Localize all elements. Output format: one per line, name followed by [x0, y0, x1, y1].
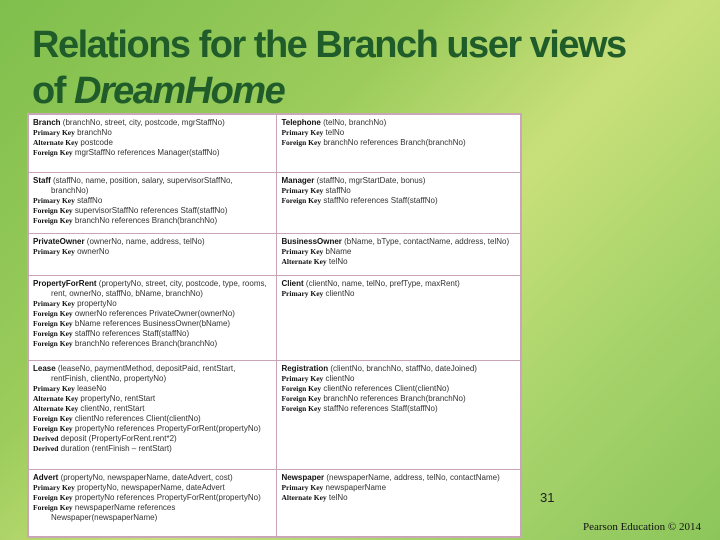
relation-key-line	[33, 216, 272, 226]
relation-detail-text: newspaperName	[323, 482, 387, 492]
relation-detail-text: Newspaper(newspaperName)	[51, 512, 158, 522]
relation-key-line	[281, 394, 516, 404]
relation-detail-text: rent, ownerNo, staffNo, bName, branchNo)	[51, 289, 203, 299]
key-type-label: Primary Key	[33, 299, 75, 309]
key-type-label: Primary Key	[33, 482, 75, 492]
key-type-label: Primary Key	[281, 289, 324, 299]
relation-detail-text: propertyNo, rentStart	[78, 394, 156, 404]
relation-schema-line	[281, 118, 516, 128]
relation-key-line	[33, 339, 272, 349]
key-type-label: Foreign Key	[281, 196, 322, 206]
relation-key-line	[33, 128, 272, 138]
relation-schema-line	[33, 118, 272, 128]
key-type-label: Foreign Key	[33, 148, 73, 157]
key-type-label: Primary Key	[281, 482, 324, 492]
key-type-label: Alternate Key	[33, 394, 79, 404]
relations-table	[27, 113, 522, 538]
key-type-label: Foreign Key	[33, 339, 73, 349]
relation-key-line	[281, 138, 516, 148]
relation-row	[29, 276, 521, 361]
relation-schema-line	[33, 279, 272, 289]
relation-detail-text: clientNo references Client(clientNo)	[72, 414, 201, 424]
key-type-label: Primary Key	[281, 128, 324, 137]
relation-key-line	[281, 257, 516, 267]
relation-key-line	[33, 513, 272, 523]
key-type-label: Alternate Key	[281, 256, 327, 266]
relation-cell-right	[277, 115, 521, 173]
relation-detail-text: (staffNo, mgrStartDate, bonus)	[314, 176, 426, 186]
relation-row	[29, 469, 521, 536]
key-type-label: Derived	[33, 444, 59, 454]
relation-schema-line	[281, 364, 516, 374]
relation-name: PropertyForRent	[33, 279, 97, 289]
relation-key-line	[281, 247, 516, 257]
key-type-label: Foreign Key	[33, 216, 73, 226]
relation-key-line	[33, 247, 272, 257]
key-type-label: Foreign Key	[33, 492, 73, 502]
relation-detail-text: supervisorStaffNo references Staff(staffNo)	[72, 206, 228, 216]
page-number: 31	[540, 490, 555, 505]
relation-detail-text: deposit (PropertyForRent.rent*2)	[58, 434, 177, 444]
relation-detail-text: (propertyNo, street, city, postcode, type, rooms,	[96, 279, 267, 289]
relation-detail-text: clientNo	[323, 374, 355, 384]
relation-name: Telephone	[281, 118, 321, 127]
relation-detail-text: staffNo	[323, 186, 351, 196]
relation-cell-left	[29, 361, 277, 469]
relation-schema-line	[33, 237, 272, 247]
relation-key-line	[33, 483, 272, 493]
relation-schema-line	[281, 279, 516, 289]
relation-detail-text: (telNo, branchNo)	[320, 118, 387, 127]
relation-detail-text: mgrStaffNo references Manager(staffNo)	[72, 148, 220, 157]
relation-key-line	[33, 138, 272, 148]
relation-name: Staff	[33, 176, 51, 186]
relation-key-line	[281, 186, 516, 196]
relation-detail-text: staffNo references Staff(staffNo)	[321, 404, 438, 414]
relation-key-line	[33, 493, 272, 503]
relation-key-line	[33, 394, 272, 404]
relation-detail-text: newspaperName references	[72, 502, 176, 512]
relation-key-line	[33, 299, 272, 309]
relation-key-line	[281, 483, 516, 493]
relation-key-line	[281, 374, 516, 384]
title-line-2	[32, 68, 702, 114]
key-type-label: Foreign Key	[281, 384, 322, 394]
relation-cell-right	[277, 233, 521, 276]
relation-key-line	[33, 503, 272, 513]
relation-name: BusinessOwner	[281, 236, 342, 246]
relation-key-line	[33, 404, 272, 414]
relation-detail-text: (branchNo, street, city, postcode, mgrStaffNo)	[60, 118, 225, 127]
relation-detail-text: (clientNo, branchNo, staffNo, dateJoined)	[328, 364, 477, 374]
relation-cell-left	[29, 276, 277, 361]
relation-detail-text: clientNo, rentStart	[78, 404, 145, 414]
key-type-label: Foreign Key	[33, 319, 73, 329]
relation-detail-text: branchNo)	[51, 186, 89, 196]
relation-detail-text: rentFinish, clientNo, propertyNo)	[51, 374, 167, 384]
slide-title	[32, 22, 702, 114]
relation-key-line	[33, 289, 272, 299]
relation-schema-line	[281, 237, 516, 247]
relation-key-line	[33, 186, 272, 196]
relation-name: Registration	[281, 364, 329, 374]
relation-detail-text: telNo	[323, 128, 345, 137]
relation-key-line	[33, 414, 272, 424]
key-type-label: Foreign Key	[281, 138, 322, 147]
key-type-label: Primary Key	[281, 374, 324, 384]
relations-grid	[28, 114, 521, 537]
key-type-label: Foreign Key	[281, 404, 322, 414]
relation-detail-text: propertyNo references PropertyForRent(propertyNo)	[72, 424, 261, 434]
relation-key-line	[33, 329, 272, 339]
relation-detail-text: staffNo references Staff(staffNo)	[72, 329, 190, 339]
relation-detail-text: clientNo	[323, 289, 355, 299]
relation-detail-text: staffNo references Staff(staffNo)	[321, 196, 438, 206]
title-line-1: Relations for the Branch user views	[32, 24, 626, 66]
relation-key-line	[33, 424, 272, 434]
relation-schema-line	[281, 473, 516, 483]
key-type-label: Alternate Key	[281, 492, 327, 502]
relation-schema-line	[33, 176, 272, 186]
relation-key-line	[281, 289, 516, 299]
relation-detail-text: telNo	[326, 492, 348, 502]
relation-key-line	[281, 404, 516, 414]
relation-name: Newspaper	[281, 472, 325, 482]
key-type-label: Primary Key	[33, 196, 75, 206]
relation-detail-text: (propertyNo, newspaperName, dateAdvert, cost)	[58, 472, 233, 482]
relation-name: Manager	[281, 176, 315, 186]
key-type-label: Primary Key	[281, 186, 324, 196]
relation-detail-text: propertyNo, newspaperName, dateAdvert	[74, 482, 225, 492]
relation-schema-line	[281, 176, 516, 186]
key-type-label: Alternate Key	[33, 138, 79, 147]
relation-cell-right	[277, 173, 521, 233]
relation-row	[29, 173, 521, 233]
relation-detail-text: branchNo references Branch(branchNo)	[321, 138, 466, 147]
relation-detail-text: propertyNo references PropertyForRent(propertyNo)	[72, 492, 261, 502]
relation-detail-text: propertyNo	[74, 299, 117, 309]
key-type-label: Primary Key	[281, 246, 324, 256]
relation-cell-left	[29, 173, 277, 233]
relation-detail-text: (newspaperName, address, telNo, contactName)	[324, 472, 500, 482]
relation-row	[29, 361, 521, 469]
key-type-label: Primary Key	[33, 128, 75, 137]
relation-row	[29, 233, 521, 276]
key-type-label: Foreign Key	[281, 394, 322, 404]
relation-detail-text: (leaseNo, paymentMethod, depositPaid, rentStart,	[55, 364, 236, 374]
relation-detail-text: duration (rentFinish – rentStart)	[58, 444, 172, 454]
relation-name: Advert	[33, 472, 59, 482]
relation-cell-right	[277, 361, 521, 469]
relation-key-line	[33, 444, 272, 454]
relation-detail-text: (clientNo, name, telNo, prefType, maxRent)	[303, 279, 460, 289]
relation-schema-line	[33, 473, 272, 483]
key-type-label: Derived	[33, 434, 59, 444]
relation-schema-line	[33, 364, 272, 374]
relation-detail-text: staffNo	[74, 196, 103, 206]
relation-key-line	[33, 206, 272, 216]
key-type-label: Foreign Key	[33, 414, 73, 424]
relation-key-line	[33, 374, 272, 384]
relation-detail-text: ownerNo	[74, 246, 110, 256]
relation-key-line	[281, 196, 516, 206]
title-line-2-prefix: of	[32, 70, 74, 112]
relation-key-line	[33, 309, 272, 319]
relation-key-line	[33, 319, 272, 329]
key-type-label: Foreign Key	[33, 309, 73, 319]
relation-key-line	[33, 148, 272, 158]
relation-key-line	[33, 434, 272, 444]
relation-cell-left	[29, 233, 277, 276]
relation-cell-right	[277, 469, 521, 536]
relation-detail-text: bName	[323, 246, 352, 256]
relation-key-line	[33, 384, 272, 394]
relation-name: Client	[281, 279, 304, 289]
copyright-notice: Pearson Education © 2014	[583, 521, 702, 533]
relation-cell-right	[277, 276, 521, 361]
relations-body	[29, 115, 521, 537]
relation-detail-text: ownerNo references PrivateOwner(ownerNo)	[72, 309, 235, 319]
key-type-label: Alternate Key	[33, 404, 79, 414]
title-product-name: DreamHome	[73, 70, 285, 112]
relation-key-line	[281, 384, 516, 394]
key-type-label: Foreign Key	[33, 424, 73, 434]
relation-detail-text: telNo	[326, 256, 348, 266]
relation-row	[29, 115, 521, 173]
relation-detail-text: clientNo references Client(clientNo)	[321, 384, 450, 394]
key-type-label: Foreign Key	[33, 329, 73, 339]
key-type-label: Primary Key	[33, 384, 75, 394]
relation-key-line	[281, 128, 516, 138]
relation-detail-text: (ownerNo, name, address, telNo)	[84, 236, 205, 246]
relation-cell-left	[29, 115, 277, 173]
relation-name: Branch	[33, 118, 61, 127]
relation-key-line	[33, 196, 272, 206]
relation-key-line	[281, 493, 516, 503]
relation-cell-left	[29, 469, 277, 536]
relation-detail-text: branchNo	[74, 128, 112, 137]
key-type-label: Foreign Key	[33, 502, 73, 512]
relation-detail-text: branchNo references Branch(branchNo)	[72, 216, 218, 226]
relation-detail-text: leaseNo	[74, 384, 107, 394]
relation-name: PrivateOwner	[33, 236, 85, 246]
relation-detail-text: (bName, bType, contactName, address, telNo)	[341, 236, 510, 246]
relation-detail-text: branchNo references Branch(branchNo)	[72, 339, 218, 349]
relation-detail-text: (staffNo, name, position, salary, supervisorStaffNo,	[50, 176, 233, 186]
relation-detail-text: postcode	[78, 138, 113, 147]
relation-detail-text: branchNo references Branch(branchNo)	[321, 394, 466, 404]
relation-name: Lease	[33, 364, 56, 374]
key-type-label: Primary Key	[33, 246, 75, 256]
key-type-label: Foreign Key	[33, 206, 73, 216]
relation-detail-text: bName references BusinessOwner(bName)	[72, 319, 231, 329]
